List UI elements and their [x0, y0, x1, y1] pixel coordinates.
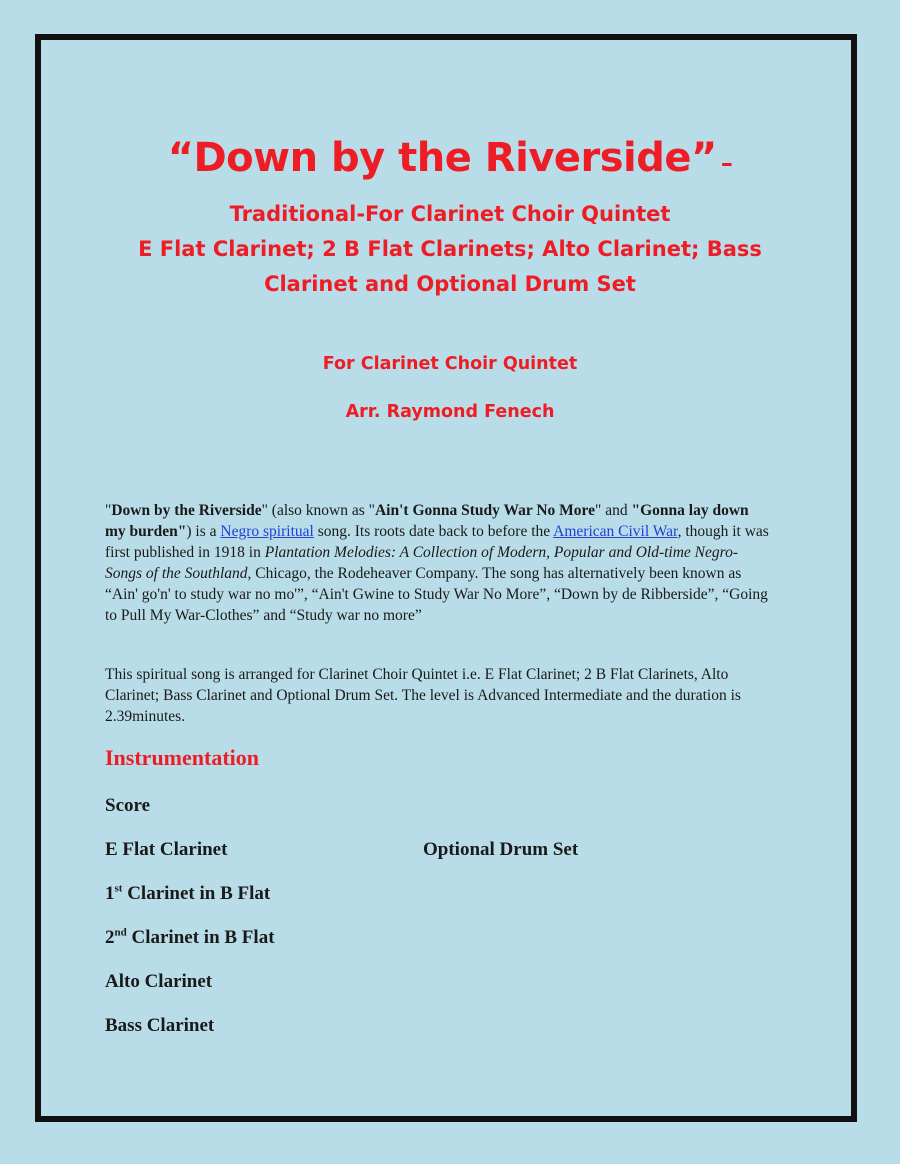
title-dash: –: [720, 149, 733, 177]
ordinal-number: 1: [105, 883, 115, 904]
alternate-title-2: "Gonna lay down my burden": [105, 502, 749, 540]
negro-spiritual-link[interactable]: Negro spiritual: [220, 523, 314, 540]
instrument-e-flat-clarinet: E Flat Clarinet: [105, 839, 228, 860]
book-title: Plantation Melodies: A Collection of Modern, Popular and Old-time Negro-Songs of the Southland: [105, 544, 739, 582]
title-block: [60, 130, 840, 302]
instrument-1st-clarinet: [105, 883, 270, 905]
description-paragraph-2: This spiritual song is arranged for Clarinet Choir Quintet i.e. E Flat Clarinet; 2 B Flat Clarinets, Alto Clarinet; Bass Clarinet and Optional Drum Set. The level is Advanced Intermediate and the duration is 2.39minutes.: [105, 666, 741, 725]
main-title-text: “Down by the Riverside”: [167, 135, 717, 181]
text-run: " (also known as ": [261, 502, 375, 519]
main-title: [60, 130, 840, 191]
song-name: Down by the Riverside: [111, 502, 262, 519]
text-run: ) is a: [186, 523, 221, 540]
description-paragraph-1: [105, 500, 773, 626]
ordinal-suffix: st: [114, 882, 123, 895]
instrument-alto-clarinet: Alto Clarinet: [105, 971, 213, 992]
american-civil-war-link[interactable]: American Civil War: [553, 523, 678, 540]
instrumentation-heading: Instrumentation: [105, 745, 260, 770]
text-run: , though it was first published in 1918 in: [105, 523, 769, 561]
instrument-2nd-clarinet: [105, 927, 275, 949]
ordinal-number: 2: [105, 927, 115, 948]
instrument-label: Clarinet in B Flat: [126, 927, 275, 948]
subtitle: [60, 197, 840, 302]
text-run: " and: [595, 502, 632, 519]
ordinal-suffix: nd: [114, 926, 127, 939]
quote-open: ": [105, 502, 112, 519]
instrument-optional-drum-set: Optional Drum Set: [423, 839, 579, 860]
instrument-bass-clarinet: Bass Clarinet: [105, 1015, 215, 1036]
text-run: , Chicago, the Rodeheaver Company. The song has alternatively been known as “Ain' go'n' to study war no mo'”, “Ain't Gwine to Study War No More”, “Down by de Ribberside”, “Going to Pull My War-Clothes” and “Study war no more”: [105, 565, 768, 624]
subtitle-line-3: Clarinet and Optional Drum Set: [264, 272, 636, 296]
arranger-line: Arr. Raymond Fenech: [345, 402, 555, 422]
instrument-label: Clarinet in B Flat: [122, 883, 271, 904]
alternate-title-1: Ain't Gonna Study War No More: [374, 502, 596, 519]
text-run: song. Its roots date back to before the: [313, 523, 554, 540]
subtitle-line-2: E Flat Clarinet; 2 B Flat Clarinets; Alto Clarinet; Bass: [138, 237, 762, 261]
subtitle-line-1: Traditional-For Clarinet Choir Quintet: [229, 202, 671, 226]
ensemble-line: For Clarinet Choir Quintet: [322, 354, 578, 374]
instrument-score: Score: [105, 795, 151, 816]
